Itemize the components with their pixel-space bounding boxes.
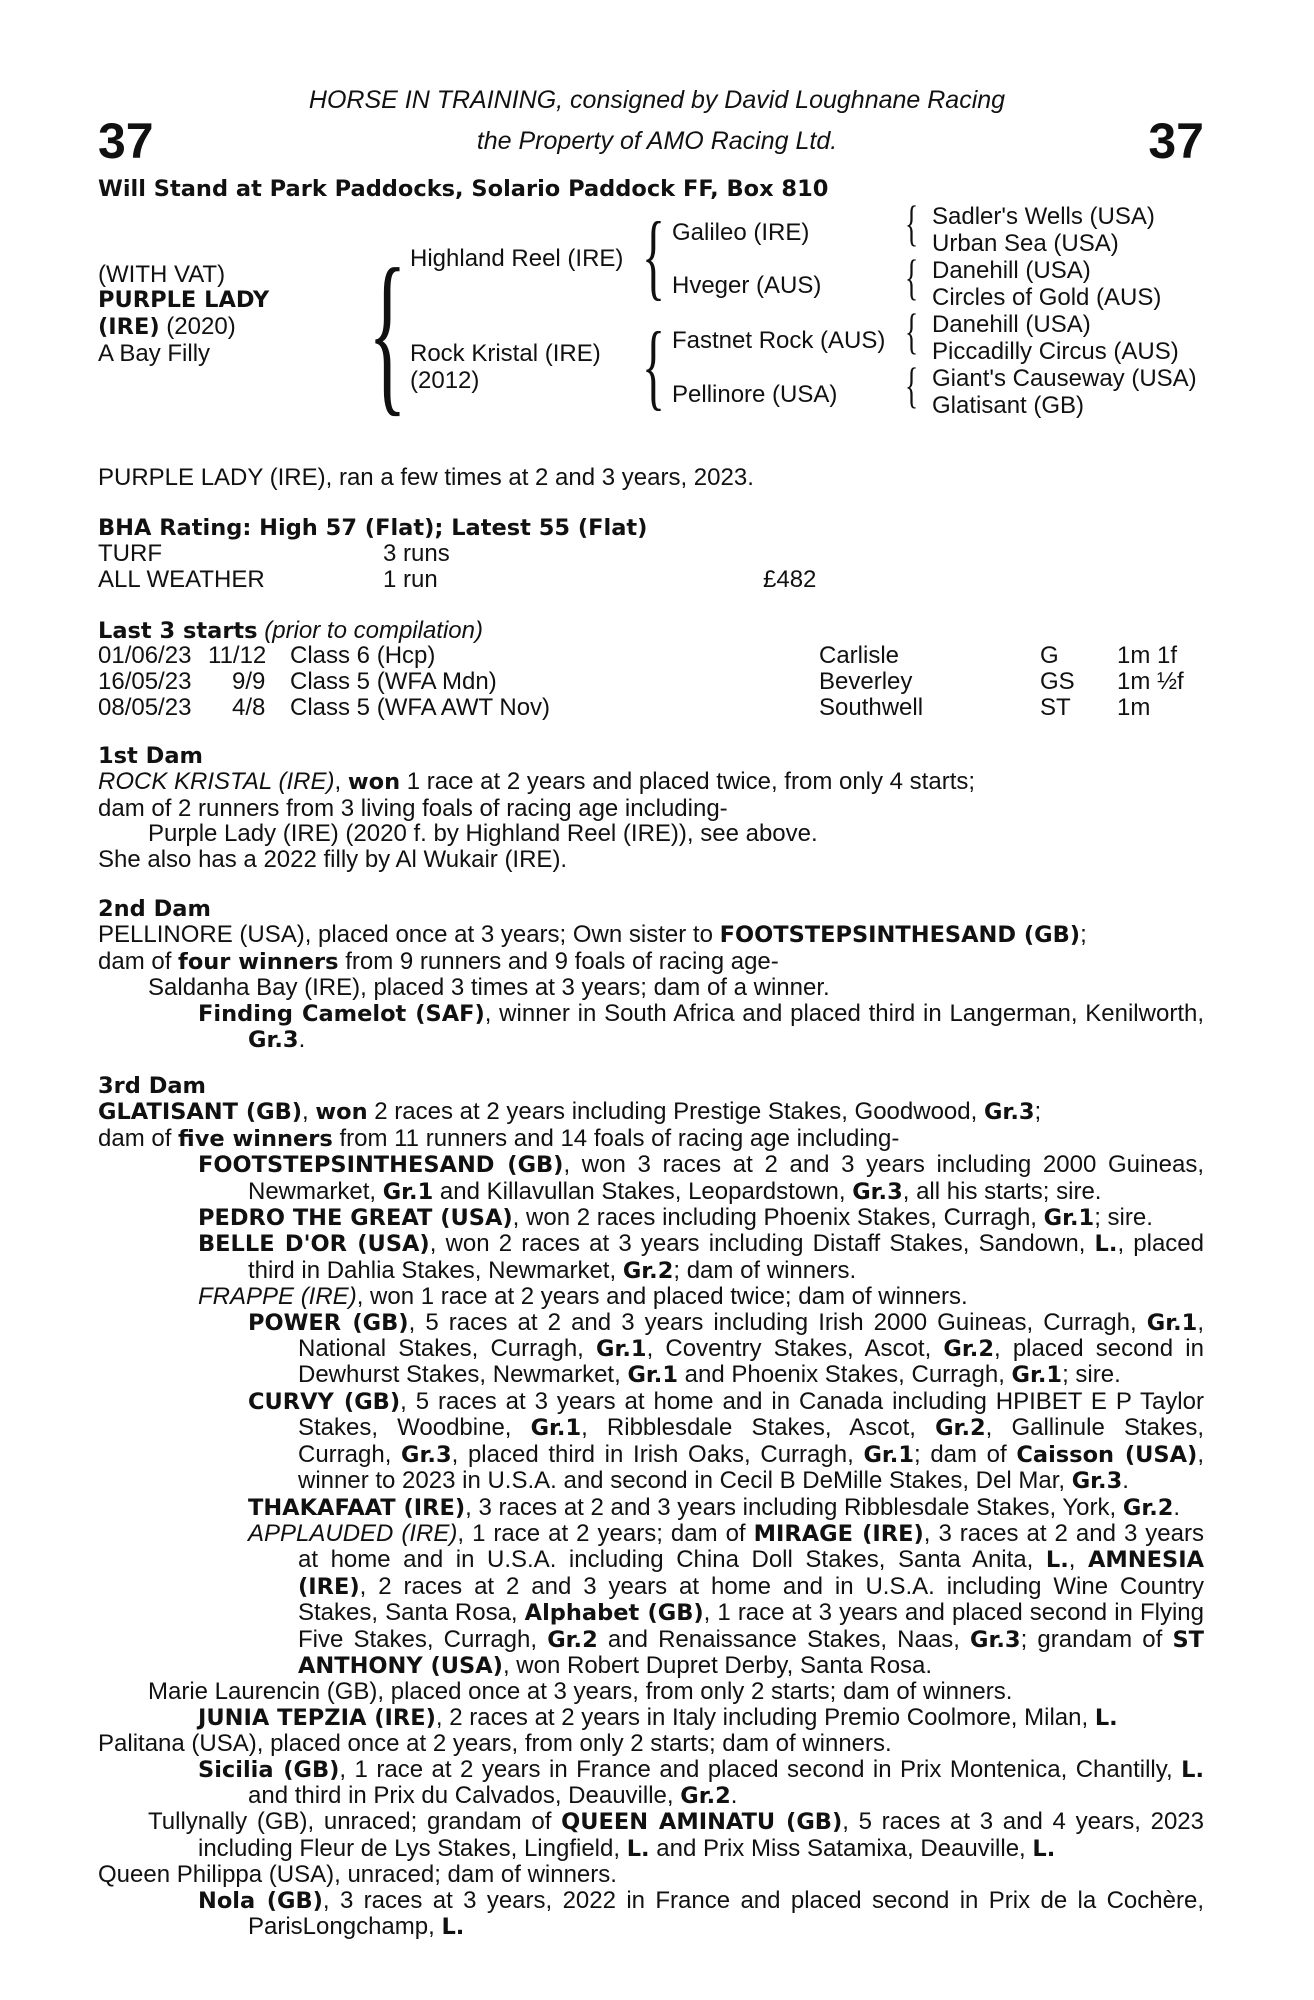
text: , won Robert Dupret Derby, Santa Rosa. — [502, 1651, 933, 1679]
grade: Gr.3 — [852, 1178, 903, 1205]
text: , 3 races at 2 and 3 years at home and in U.S.A. including China Doll Stakes, Santa Anita, — [298, 1519, 1204, 1574]
text: ; sire. — [1062, 1361, 1121, 1389]
text: ; — [1034, 1098, 1042, 1126]
grade: Gr.1 — [1043, 1205, 1095, 1232]
grade: Gr.2 — [943, 1336, 994, 1363]
pedigree-brace-main: { — [368, 232, 407, 431]
text: , won 3 races at 2 and 3 years including 2000 Guineas, Newmarket, — [248, 1151, 1204, 1205]
text: , 3 races at 3 years, 2022 in France and placed second in Prix de la Cochère, ParisLongchamp, — [248, 1886, 1204, 1940]
produce-entry: Queen Philippa (USA), unraced; dam of winners. — [98, 1861, 617, 1889]
start-distance: 1m ½f — [1117, 668, 1184, 695]
produce-entry: Palitana (USA), placed once at 2 years, from only 2 starts; dam of winners. — [98, 1730, 892, 1758]
text: , 1 race at 2 years in France and placed second in Prix Montenica, Chantilly, — [339, 1755, 1182, 1783]
horse-name: POWER (GB) — [248, 1309, 409, 1336]
grade: L. — [1094, 1704, 1118, 1731]
grandproduce-entry — [98, 1757, 1204, 1810]
horse-name: FOOTSTEPSINTHESAND (GB) — [198, 1152, 564, 1179]
text: , Ribblesdale Stakes, Ascot, — [581, 1414, 936, 1442]
lot-number-left: 37 — [98, 113, 154, 169]
produce-entry: Marie Laurencin (GB), placed once at 3 years, from only 2 starts; dam of winners. — [148, 1678, 1013, 1706]
first-dam-name: ROCK KRISTAL (IRE) — [98, 768, 335, 796]
grade: Gr.1 — [596, 1336, 647, 1363]
text: , 3 races at 2 and 3 years including Ribblesdale Stakes, York, — [465, 1493, 1123, 1521]
text: ; dam of winners. — [673, 1256, 857, 1284]
grade: Gr.2 — [1122, 1494, 1174, 1521]
horse-name: Alphabet (GB) — [524, 1600, 704, 1627]
pedigree-ssd: Urban Sea (USA) — [932, 230, 1119, 257]
text: ; sire. — [1094, 1204, 1153, 1232]
start-going: ST — [1040, 694, 1071, 721]
grade: Gr.1 — [863, 1441, 914, 1468]
grade: Gr.1 — [1011, 1362, 1063, 1389]
horse-name: PEDRO THE GREAT (USA) — [198, 1205, 513, 1232]
grade: Gr.3 — [970, 1626, 1021, 1653]
first-dam-heading: 1st Dam — [98, 743, 203, 769]
horse-name: THAKAFAAT (IRE) — [248, 1494, 466, 1521]
grade: Gr.1 — [627, 1362, 678, 1389]
horse-name: Finding Camelot (SAF) — [198, 1000, 485, 1027]
horse-name: ST ANTHONY (USA) — [298, 1626, 1204, 1679]
second-dam-heading: 2nd Dam — [98, 896, 211, 922]
text: , 1 race at 2 years; dam of — [457, 1519, 754, 1547]
grade: Gr.1 — [382, 1178, 434, 1205]
pedigree-brace-ss: { — [905, 195, 919, 251]
grandproduce-entry — [98, 1705, 1204, 1731]
pedigree-dam-year: (2012) — [410, 367, 480, 394]
rating-aw-surface: ALL WEATHER — [98, 566, 265, 593]
race-summary: PURPLE LADY (IRE), ran a few times at 2 and 3 years, 2023. — [98, 464, 754, 491]
text: , winner to 2023 in U.S.A. and second in Cecil B DeMille Stakes, Del Mar, — [298, 1440, 1205, 1495]
grade: L. — [1181, 1756, 1205, 1783]
text: Tullynally (GB), unraced; grandam of — [148, 1808, 562, 1836]
horse-name-line2 — [98, 314, 236, 341]
grade: Gr.3 — [1071, 1468, 1123, 1495]
won-label: won — [347, 769, 401, 796]
third-dam-heading: 3rd Dam — [98, 1073, 206, 1099]
pedigree-brace-ds: { — [905, 303, 919, 359]
produce-entry — [98, 1205, 1204, 1231]
pedigree-dds: Giant's Causeway (USA) — [932, 365, 1197, 392]
horse-name: Caisson (USA) — [1016, 1441, 1198, 1468]
pedigree-brace-sire: { — [642, 202, 666, 309]
text: and Killavullan Stakes, Leopardstown, — [433, 1177, 853, 1205]
text: , 5 races at 3 and 4 years, 2023 including Fleur de Lys Stakes, Lingfield, — [198, 1808, 1205, 1862]
first-dam-record — [98, 769, 1204, 795]
text: , Coventry Stakes, Ascot, — [646, 1335, 944, 1363]
start-race: Class 6 (Hcp) — [290, 642, 436, 669]
second-dam-produce — [98, 949, 1204, 975]
text: dam of — [98, 947, 179, 975]
text: , placed second in Dewhurst Stakes, Newmarket, — [298, 1335, 1204, 1389]
third-dam-record — [98, 1099, 1204, 1125]
rating-aw-runs: 1 run — [383, 566, 438, 593]
grade: L. — [1032, 1835, 1056, 1862]
first-dam-section — [98, 744, 1204, 872]
second-dam-foal: Saldanha Bay (IRE), placed 3 times at 3 years; dam of a winner. — [148, 974, 830, 1002]
second-dam-grandfoal — [98, 1001, 1204, 1054]
second-dam-section — [98, 897, 1204, 1053]
produce-entry — [98, 1231, 1204, 1284]
produce-entry — [98, 1809, 1204, 1862]
pedigree-dsd: Piccadilly Circus (AUS) — [932, 338, 1179, 365]
text: , — [334, 768, 348, 796]
text: and Prix Miss Satamixa, Deauville, — [649, 1834, 1033, 1862]
text: . — [730, 1781, 738, 1809]
vat-label: (WITH VAT) — [98, 261, 226, 288]
grade: L. — [626, 1835, 650, 1862]
text: , 5 races at 2 and 3 years including Irish 2000 Guineas, Curragh, — [408, 1308, 1147, 1336]
text: PELLINORE (USA), placed once at 3 years; Own sister to — [98, 921, 720, 949]
horse-name: JUNIA TEPZIA (IRE) — [198, 1704, 436, 1731]
grade: Gr.2 — [935, 1415, 986, 1442]
stand-location: Will Stand at Park Paddocks, Solario Paddock FF, Box 810 — [98, 176, 829, 202]
pedigree-dam-sire: Fastnet Rock (AUS) — [672, 327, 886, 354]
grade: L. — [1045, 1547, 1069, 1574]
sibling-name: FOOTSTEPSINTHESAND (GB) — [719, 922, 1081, 949]
last-starts-title: Last 3 starts — [98, 618, 258, 644]
grandproduce-entry — [98, 1310, 1204, 1389]
text: , 5 races at 3 years at home and in Canada including HPIBET E P Taylor Stakes, Woodbine, — [298, 1387, 1204, 1442]
produce-entry — [98, 1152, 1204, 1205]
text: from 9 runners and 9 foals of racing age- — [338, 947, 779, 975]
grandproduce-entry — [98, 1495, 1204, 1521]
pedigree-sds: Danehill (USA) — [932, 257, 1091, 284]
rating-turf-surface: TURF — [98, 540, 162, 567]
consignor-line: HORSE IN TRAINING, consigned by David Loughnane Racing — [308, 86, 1006, 114]
lot-number-right: 37 — [1148, 113, 1204, 169]
start-course: Southwell — [819, 694, 924, 721]
text: , winner in South Africa and placed third in Langerman, Kenilworth, — [484, 999, 1204, 1027]
text: and Renaissance Stakes, Naas, — [597, 1625, 971, 1653]
horse-name: Nola (GB) — [198, 1887, 323, 1914]
horse-country: (IRE) — [98, 314, 160, 340]
text: . — [298, 1026, 306, 1054]
text: ; dam of — [914, 1440, 1017, 1468]
grandproduce-entry — [98, 1521, 1204, 1679]
horse-year: (2020) — [159, 313, 236, 340]
third-dam-section — [98, 1074, 1204, 1940]
second-dam-record — [98, 922, 1204, 948]
produce-entry — [98, 1284, 1204, 1309]
start-position: 9/9 — [232, 668, 266, 695]
grade: Gr.3 — [983, 1099, 1035, 1126]
start-date: 16/05/23 — [98, 668, 192, 695]
last-starts-note: (prior to compilation) — [257, 617, 483, 644]
horse-name: Sicilia (GB) — [198, 1756, 340, 1783]
text: , all his starts; sire. — [902, 1177, 1102, 1205]
first-dam-note: She also has a 2022 filly by Al Wukair (IRE). — [98, 845, 568, 873]
start-going: GS — [1040, 668, 1075, 695]
pedigree-ddd: Glatisant (GB) — [932, 392, 1085, 419]
horse-name: BELLE D'OR (USA) — [198, 1231, 430, 1258]
text: , National Stakes, Curragh, — [298, 1308, 1204, 1363]
start-distance: 1m 1f — [1117, 642, 1178, 669]
pedigree-sire-dam: Hveger (AUS) — [672, 272, 822, 299]
start-race: Class 5 (WFA AWT Nov) — [290, 694, 551, 721]
horse-name: CURVY (GB) — [248, 1388, 401, 1415]
pedigree-brace-dd: { — [905, 357, 919, 413]
rating-aw-prize: £482 — [763, 566, 817, 593]
text: 1 race at 2 years and placed twice, from only 4 starts; — [400, 768, 976, 796]
grade: L. — [1094, 1231, 1118, 1258]
pedigree-dss: Danehill (USA) — [932, 311, 1091, 338]
horse-name: QUEEN AMINATU (GB) — [561, 1809, 843, 1836]
horse-name: FRAPPE (IRE) — [198, 1283, 357, 1311]
start-going: G — [1040, 642, 1059, 669]
pedigree-dam: Rock Kristal (IRE) — [410, 340, 601, 367]
pedigree-sss: Sadler's Wells (USA) — [932, 203, 1155, 230]
third-dam-produce — [98, 1126, 1204, 1152]
winners-count: five winners — [178, 1125, 333, 1152]
text: . — [1122, 1467, 1129, 1495]
text: ; — [1080, 921, 1087, 949]
text: , won 2 races at 3 years including Distaff Stakes, Sandown, — [429, 1230, 1095, 1258]
grade: Gr.2 — [547, 1626, 598, 1653]
winners-count: four winners — [178, 948, 339, 975]
text: dam of — [98, 1124, 179, 1152]
pedigree-brace-dam: { — [642, 312, 666, 419]
start-course: Beverley — [819, 668, 913, 695]
horse-name: AMNESIA (IRE) — [298, 1547, 1204, 1600]
rating-turf-runs: 3 runs — [383, 540, 450, 567]
grade: Gr.3 — [248, 1027, 299, 1054]
start-race: Class 5 (WFA Mdn) — [290, 668, 497, 695]
first-dam-foal: Purple Lady (IRE) (2020 f. by Highland Reel (IRE)), see above. — [148, 820, 818, 848]
text: from 11 runners and 14 foals of racing age including- — [332, 1124, 900, 1152]
pedigree-sire: Highland Reel (IRE) — [410, 245, 624, 272]
grade: Gr.2 — [622, 1257, 674, 1284]
grandproduce-entry — [98, 1389, 1204, 1495]
text: , placed third in Dahlia Stakes, Newmarket, — [248, 1230, 1205, 1284]
start-date: 01/06/23 — [98, 642, 192, 669]
bha-rating: BHA Rating: High 57 (Flat); Latest 55 (Flat) — [98, 515, 648, 541]
text: , Gallinule Stakes, Curragh, — [298, 1414, 1204, 1468]
start-course: Carlisle — [819, 642, 900, 669]
horse-description: A Bay Filly — [98, 340, 211, 367]
pedigree-sdd: Circles of Gold (AUS) — [932, 284, 1162, 311]
grade: Gr.1 — [1146, 1309, 1198, 1336]
text: and Phoenix Stakes, Curragh, — [678, 1361, 1012, 1389]
text: , won 1 race at 2 years and placed twice; dam of winners. — [356, 1283, 968, 1311]
text: , won 2 races including Phoenix Stakes, Curragh, — [512, 1204, 1044, 1232]
grade: Gr.1 — [530, 1415, 582, 1442]
pedigree-brace-sd: { — [905, 249, 919, 305]
pedigree-sire-sire: Galileo (IRE) — [672, 219, 810, 246]
grade: Gr.2 — [680, 1782, 731, 1809]
first-dam-produce: dam of 2 runners from 3 living foals of racing age including- — [98, 794, 728, 822]
text: 2 races at 2 years including Prestige Stakes, Goodwood, — [367, 1098, 984, 1126]
text: ; grandam of — [1020, 1625, 1173, 1653]
text: , 2 races at 2 years in Italy including Premio Coolmore, Milan, — [435, 1703, 1095, 1731]
start-distance: 1m — [1117, 694, 1151, 721]
last-starts-heading — [98, 618, 483, 645]
horse-name: PURPLE LADY — [98, 287, 270, 313]
text: , — [302, 1098, 316, 1126]
text: , 2 races at 2 and 3 years at home and in U.S.A. including Wine Country Stakes, Santa Rosa, — [298, 1572, 1204, 1627]
horse-name: MIRAGE (IRE) — [753, 1520, 924, 1547]
third-dam-name: GLATISANT (GB) — [98, 1099, 303, 1126]
start-position: 11/12 — [208, 642, 267, 669]
grade: L. — [441, 1914, 465, 1940]
start-position: 4/8 — [232, 694, 266, 721]
text: , placed third in Irish Oaks, Curragh, — [451, 1440, 864, 1468]
text: and third in Prix du Calvados, Deauville, — [248, 1781, 681, 1809]
property-line: the Property of AMO Racing Ltd. — [476, 127, 838, 155]
grade: Gr.3 — [401, 1441, 452, 1468]
text: , — [1068, 1546, 1088, 1574]
start-date: 08/05/23 — [98, 694, 192, 721]
pedigree-dam-dam: Pellinore (USA) — [672, 381, 838, 408]
text: , 1 race at 3 years and placed second in Flying Five Stakes, Curragh, — [298, 1599, 1204, 1653]
horse-name: APPLAUDED (IRE) — [248, 1519, 458, 1547]
won-label: won — [315, 1099, 368, 1126]
grandproduce-entry — [98, 1888, 1204, 1941]
text: . — [1173, 1493, 1181, 1521]
